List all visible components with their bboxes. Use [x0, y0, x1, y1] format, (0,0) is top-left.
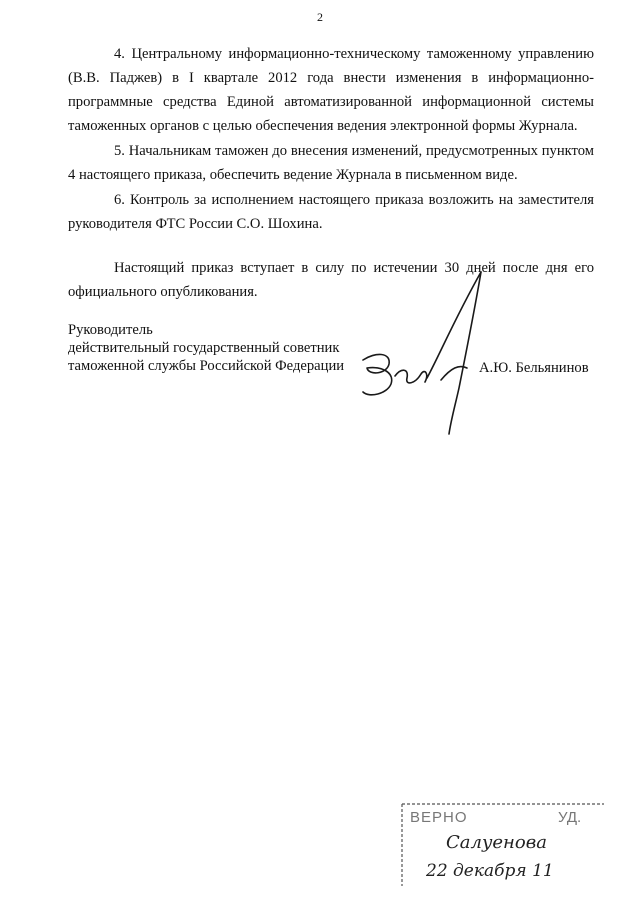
page-number: 2	[317, 10, 323, 24]
stamp-handwritten-date: 22 декабря 11	[426, 861, 554, 881]
effective-date-paragraph: Настоящий приказ вступает в силу по истечении 30 дней после дня его официального опубликования.	[68, 260, 594, 300]
signatory-title-line-1: Руководитель	[68, 322, 153, 338]
paragraph-item-5: 5. Начальникам таможен до внесения изменений, предусмотренных пунктом 4 настоящего приказа, обеспечить ведение Журнала в письменном виде.	[68, 143, 594, 183]
paragraph-item-4: 4. Центральному информационно-техническому таможенному управлению (В.В. Паджев) в I квартале 2012 года внести изменения в информационно-программные средства Единой автоматизированной информационной системы таможенных органов с целью обеспечения ведения электронной формы Журнала.	[68, 46, 594, 134]
signatory-name: А.Ю. Бельянинов	[479, 360, 589, 376]
handwritten-signature	[355, 268, 485, 438]
order-body	[68, 42, 594, 305]
paragraph-item-6: 6. Контроль за исполнением настоящего приказа возложить на заместителя руководителя ФТС России С.О. Шохина.	[68, 192, 594, 232]
stamp-handwritten-name: Салуенова	[446, 832, 547, 853]
stamp-header-suffix: УД.	[558, 809, 582, 826]
stamp-header-text: ВЕРНО	[410, 809, 468, 826]
signatory-title-line-2: действительный государственный советник	[68, 340, 340, 356]
signatory-title-line-3: таможенной службы Российской Федерации	[68, 358, 345, 374]
certification-stamp	[398, 800, 608, 890]
